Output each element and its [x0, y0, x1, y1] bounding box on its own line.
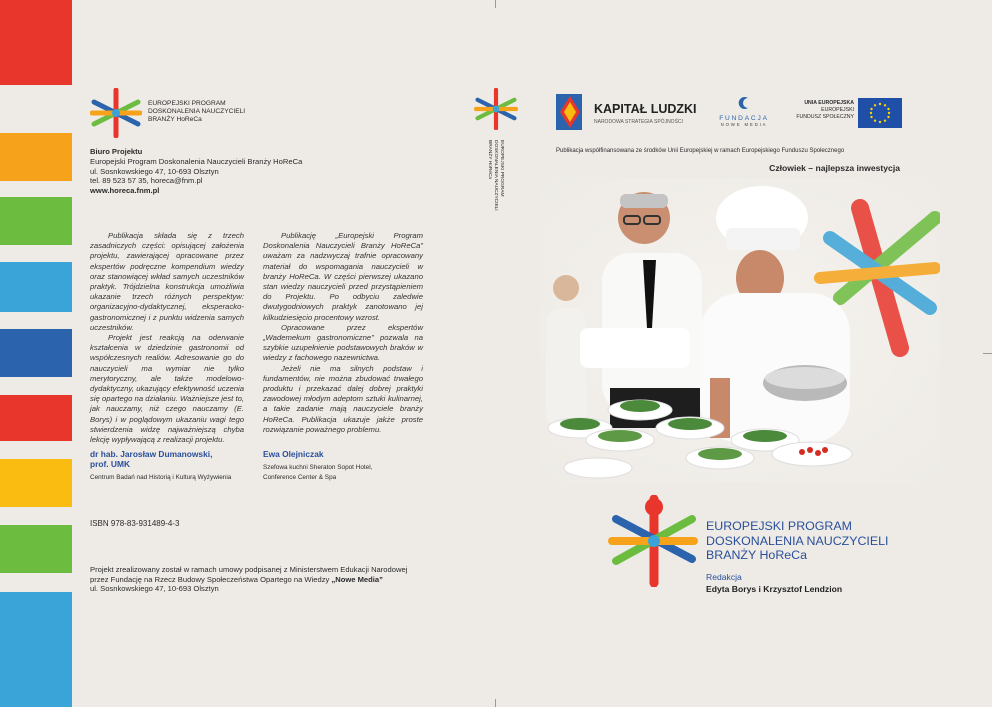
contact-line-1: Europejski Program Doskonalenia Nauczycieli Branży HoReCa — [90, 156, 303, 166]
slogan: Człowiek – najlepsza inwestycja — [769, 163, 900, 173]
footer-foundation-name: „Nowe Media” — [331, 574, 383, 584]
stripe-light-blue-2 — [0, 592, 72, 707]
book-title-line-3: BRANŻY HoReCa — [706, 548, 807, 563]
review-1-author — [90, 449, 250, 482]
crop-mark — [495, 0, 496, 8]
stripe-yellow — [0, 459, 72, 507]
spine-logo-icon — [474, 88, 518, 130]
logo-text-small — [148, 100, 245, 124]
fundacja-line-1: FUNDACJA — [719, 115, 769, 122]
review-1-paragraph: Publikacja składa się z trzech zasadniczych części: opisującej założenia projektu, zawierającej opracowane przez ekspertów podręczne kompendium wiedzy oraz stanowiącej wkład samych uczestników praktyk. Trójdzielna konstrukcja umożliwia ukazanie trzech różnych perspektyw: organizacyjno-dydaktycznej, eksperacko-gastronomicznej i z punktu widzenia samych uczestników. — [90, 231, 244, 332]
contact-web-link[interactable]: www.horeca.fnm.pl — [90, 186, 160, 196]
horeca-logo-icon — [90, 88, 142, 138]
stripe-red-2 — [0, 395, 72, 441]
footer-line-3: ul. Sosnkowskiego 47, 10-693 Olsztyn — [90, 584, 219, 594]
review-2-paragraph: Opracowane przez ekspertów „Wademekum gastronomiczne” pozwala na szybkie uzupełnienie podstawowych braków w wiedzy z fachowego nazewnictwa. — [263, 322, 423, 363]
editors: Edyta Borys i Krzysztof Lendzion — [706, 584, 843, 594]
author-title-1: prof. UMK — [90, 459, 131, 469]
kapital-ludzki-subtitle: NARODOWA STRATEGIA SPÓJNOŚCI — [594, 119, 683, 125]
spine-line-2: DOSKONALENIA NAUCZYCIELI — [493, 140, 498, 211]
chefs-photo-illustration — [540, 178, 940, 483]
logo-line-2: DOSKONALENIA NAUCZYCIELI — [148, 108, 246, 115]
stripe-green-2 — [0, 525, 72, 573]
footer-note — [90, 565, 407, 594]
footer-line-1: Projekt zrealizowany został w ramach umowy podpisanej z Ministerstwem Edukacji Narodowej — [90, 565, 408, 574]
chefs-photo — [540, 178, 940, 483]
eu-flag-icon — [858, 98, 902, 128]
footer-line-2-text: przez Fundację na Rzecz Budowy Społeczeństwa Opartego na Wiedzy — [90, 574, 332, 584]
stripe-light-blue — [0, 262, 72, 312]
review-2-paragraph: Publikację „Europejski Program Doskonalenia Nauczycieli Branży HoReCa” uważam za nadzwyczaj trafnie opracowany materiał do wspomagania nauczycieli w branży HoReCa. W części pierwszej ukazano stan wiedzy nauczycieli przed przystąpieniem do Projektu. Po odbyciu zaledwie dwutygodniowych praktyk zanotowano jej kilkudziesięcio procentowy wzrost. — [263, 231, 423, 322]
contact-line-2: ul. Sosnkowskiego 47, 10-693 Olsztyn — [90, 166, 219, 176]
kapital-ludzki-logo — [556, 92, 701, 132]
review-2-author — [263, 449, 423, 483]
main-horeca-logo-icon — [608, 495, 698, 587]
cofinance-note: Publikacja współfinansowana ze środków Unii Europejskiej w ramach Europejskiego Funduszu Społecznego — [556, 148, 845, 154]
eu-line-3: FUNDUSZ SPOŁECZNY — [796, 114, 854, 120]
review-1-paragraph: Projekt jest reakcją na oderwanie kształcenia w dziedzinie gastronomii od współczesnych realiów. Adresowanie go do nauczycieli ma wymiar nie tylko merytoryczny, ale także modelowo-dydaktyczny, ukazujący efektywność uczenia się opartego na działaniu. Ważniejsze jest to, jak nauczamy, niż czego nauczamy (E. Borys) i w poglądowym ukazaniu wagi tego stwierdzenia widzę najważniejszą chyba lekcję wypływającą z realizacji projektu. — [90, 333, 244, 445]
review-2-paragraph: Jeżeli nie ma silnych podstaw i fundamentów, nie można zbudować trwałego produktu i przekazać dalej dobrej praktyki zawodowej młodym adeptom sztuki kulinarnej, a takie zadanie mają nauczyciele branży HoReCa. Publikacja ukazuje jakże proste rozwiązanie poważnego problemu. — [263, 363, 423, 434]
kapital-ludzki-title: KAPITAŁ LUDZKI — [594, 102, 697, 116]
review-2-text — [263, 231, 423, 435]
stripe-dark-blue — [0, 329, 72, 377]
fundacja-line-2: NOWE MEDIA — [720, 122, 768, 127]
logo-line-3: BRANŻY HoReCa — [148, 116, 202, 123]
eu-line-2: EUROPEJSKI — [821, 107, 854, 113]
author-affiliation-2a: Szefowa kuchni Sheraton Sopot Hotel, — [263, 464, 373, 471]
redakcja-label: Redakcja — [706, 572, 742, 582]
crop-mark — [495, 699, 496, 707]
footer-line-2 — [90, 575, 407, 585]
eu-title: UNIA EUROPEJSKA — [804, 100, 854, 106]
stripe-green — [0, 197, 72, 245]
crop-mark — [983, 353, 992, 354]
author-affiliation-1: Centrum Badań nad Historią i Kulturą Wyżywienia — [90, 474, 232, 481]
eu-logo — [788, 98, 903, 128]
contact-block — [90, 147, 302, 196]
spine-line-3: BRANŻY HoReCa — [487, 140, 492, 180]
book-title-line-2: DOSKONALENIA NAUCZYCIELI — [706, 533, 889, 548]
spine-line-1: EUROPEJSKI PROGRAM — [499, 140, 504, 197]
kapital-ludzki-emblem-icon — [556, 92, 586, 132]
stripe-red — [0, 0, 72, 85]
review-1-text — [90, 231, 244, 445]
fundacja-emblem-icon — [736, 96, 752, 110]
author-affiliation-2b: Conference Center & Spa — [263, 474, 337, 481]
fundacja-logo — [714, 96, 774, 126]
isbn: ISBN 978-83-931489-4-3 — [90, 519, 180, 528]
logo-line-1: EUROPEJSKI PROGRAM — [148, 100, 226, 107]
book-title-line-1: EUROPEJSKI PROGRAM — [706, 519, 852, 533]
stripe-orange — [0, 133, 72, 181]
contact-title: Biuro Projektu — [90, 147, 143, 156]
book-title — [706, 519, 888, 563]
spine-text — [480, 140, 504, 220]
author-name-2: Ewa Olejniczak — [263, 449, 324, 459]
author-name-1: dr hab. Jarosław Dumanowski, — [90, 449, 213, 459]
contact-line-3: tel. 89 523 57 35, horeca@fnm.pl — [90, 176, 203, 186]
